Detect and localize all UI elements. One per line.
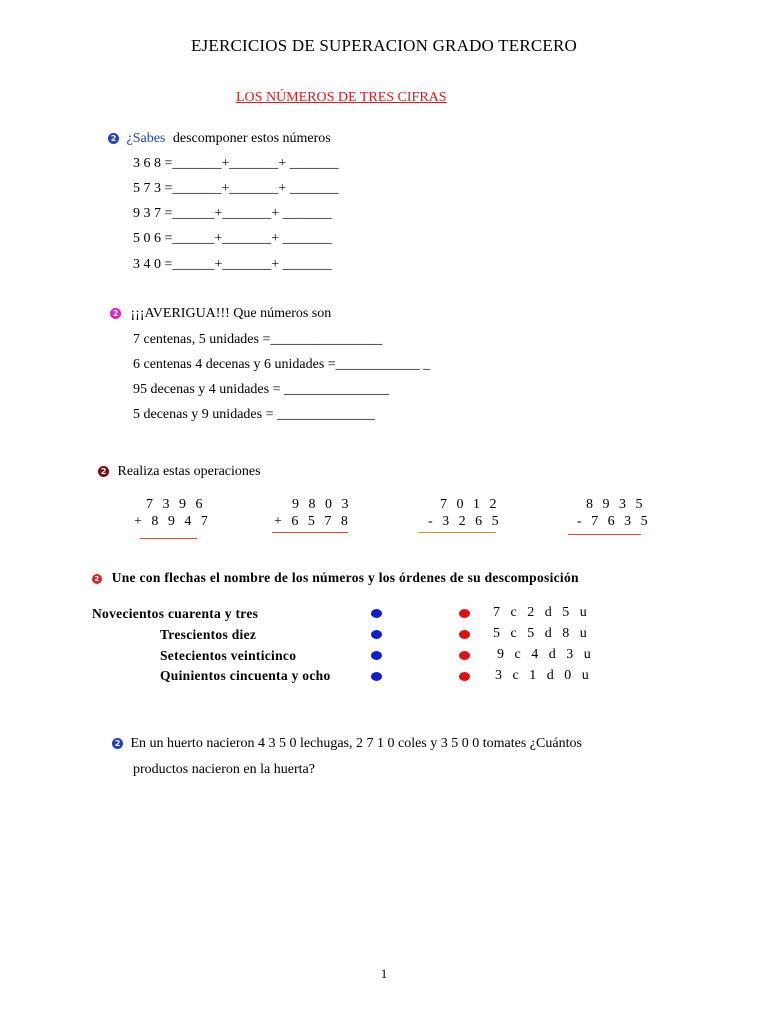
number-name: Quinientos cincuenta y ocho [160,668,331,683]
section2-heading [110,306,331,322]
section2-text: ¡¡¡AVERIGUA!!! Que números son [130,306,332,321]
operation-top: 8 9 3 5 [586,497,646,512]
decomposition-code: 7 c 2 d 5 u [493,605,591,620]
operation-top: 7 3 9 6 [146,497,206,512]
number-two-bullet-icon: 2 [98,466,109,477]
match-dot-red[interactable] [459,651,470,660]
decompose-row: 3 4 0 =______+_______+ _______ [133,257,332,272]
operation-bottom: - 3 2 6 5 [428,514,502,529]
find-number-row: 95 decenas y 4 unidades = _______________ [133,382,389,397]
decomposition-code: 3 c 1 d 0 u [495,668,593,683]
operation-bottom: + 8 9 4 7 [134,514,211,529]
find-number-row: 5 decenas y 9 unidades = ______________ [133,407,375,422]
page-number: 1 [380,966,388,981]
decompose-row: 5 0 6 =______+_______+ _______ [133,231,332,246]
decompose-row: 9 3 7 =______+_______+ _______ [133,206,332,221]
section3-heading [98,464,261,480]
match-dot-red[interactable] [459,630,470,639]
decomposition-code: 5 c 5 d 8 u [493,626,591,641]
match-dot-red[interactable] [459,609,470,618]
operation-bottom: + 6 5 7 8 [274,514,351,529]
page-title: EJERCICIOS DE SUPERACION GRADO TERCERO [190,36,578,55]
section3-text: Realiza estas operaciones [117,464,261,479]
operation-bottom: - 7 6 3 5 [577,514,651,529]
section5-line1 [112,736,582,752]
match-dot-blue[interactable] [371,672,382,681]
decompose-row: 5 7 3 =_______+_______+ _______ [133,181,339,196]
section4-heading [92,570,579,586]
subtitle: LOS NÚMEROS DE TRES CIFRAS [236,90,447,105]
number-two-bullet-icon: 2 [108,133,119,144]
decomposition-code: 9 c 4 d 3 u [497,647,595,662]
number-name: Setecientos veinticinco [160,648,297,663]
match-dot-blue[interactable] [371,651,382,660]
operation-underline [568,534,641,535]
find-number-row: 6 centenas 4 decenas y 6 unidades =____________ _ [133,357,431,372]
number-two-bullet-icon: 2 [112,738,123,749]
problem-text: En un huerto nacieron 4 3 5 0 lechugas, 2 7 1 0 coles y 3 5 0 0 tomates ¿Cuántos [130,736,582,751]
find-number-row: 7 centenas, 5 unidades =________________ [133,332,383,347]
number-two-bullet-icon: 2 [110,308,121,319]
operation-underline [140,538,197,539]
decompose-row: 3 6 8 =_______+_______+ _______ [133,156,339,171]
section5-line2: productos nacieron en la huerta? [133,762,315,777]
operation-underline [418,532,496,533]
operation-top: 7 0 1 2 [440,497,500,512]
operation-top: 9 8 0 3 [292,497,352,512]
section1-lead: ¿Sabes [126,131,166,146]
number-two-bullet-icon: 2 [92,574,102,584]
operation-underline [272,532,348,533]
match-dot-blue[interactable] [371,609,382,618]
match-dot-blue[interactable] [371,630,382,639]
section4-text: Une con flechas el nombre de los números y los órdenes de su descomposición [111,570,579,585]
match-dot-red[interactable] [459,672,470,681]
section1-heading [108,131,331,147]
number-name: Novecientos cuarenta y tres [92,606,259,621]
section1-text: descomponer estos números [172,131,331,146]
number-name: Trescientos diez [160,627,257,642]
